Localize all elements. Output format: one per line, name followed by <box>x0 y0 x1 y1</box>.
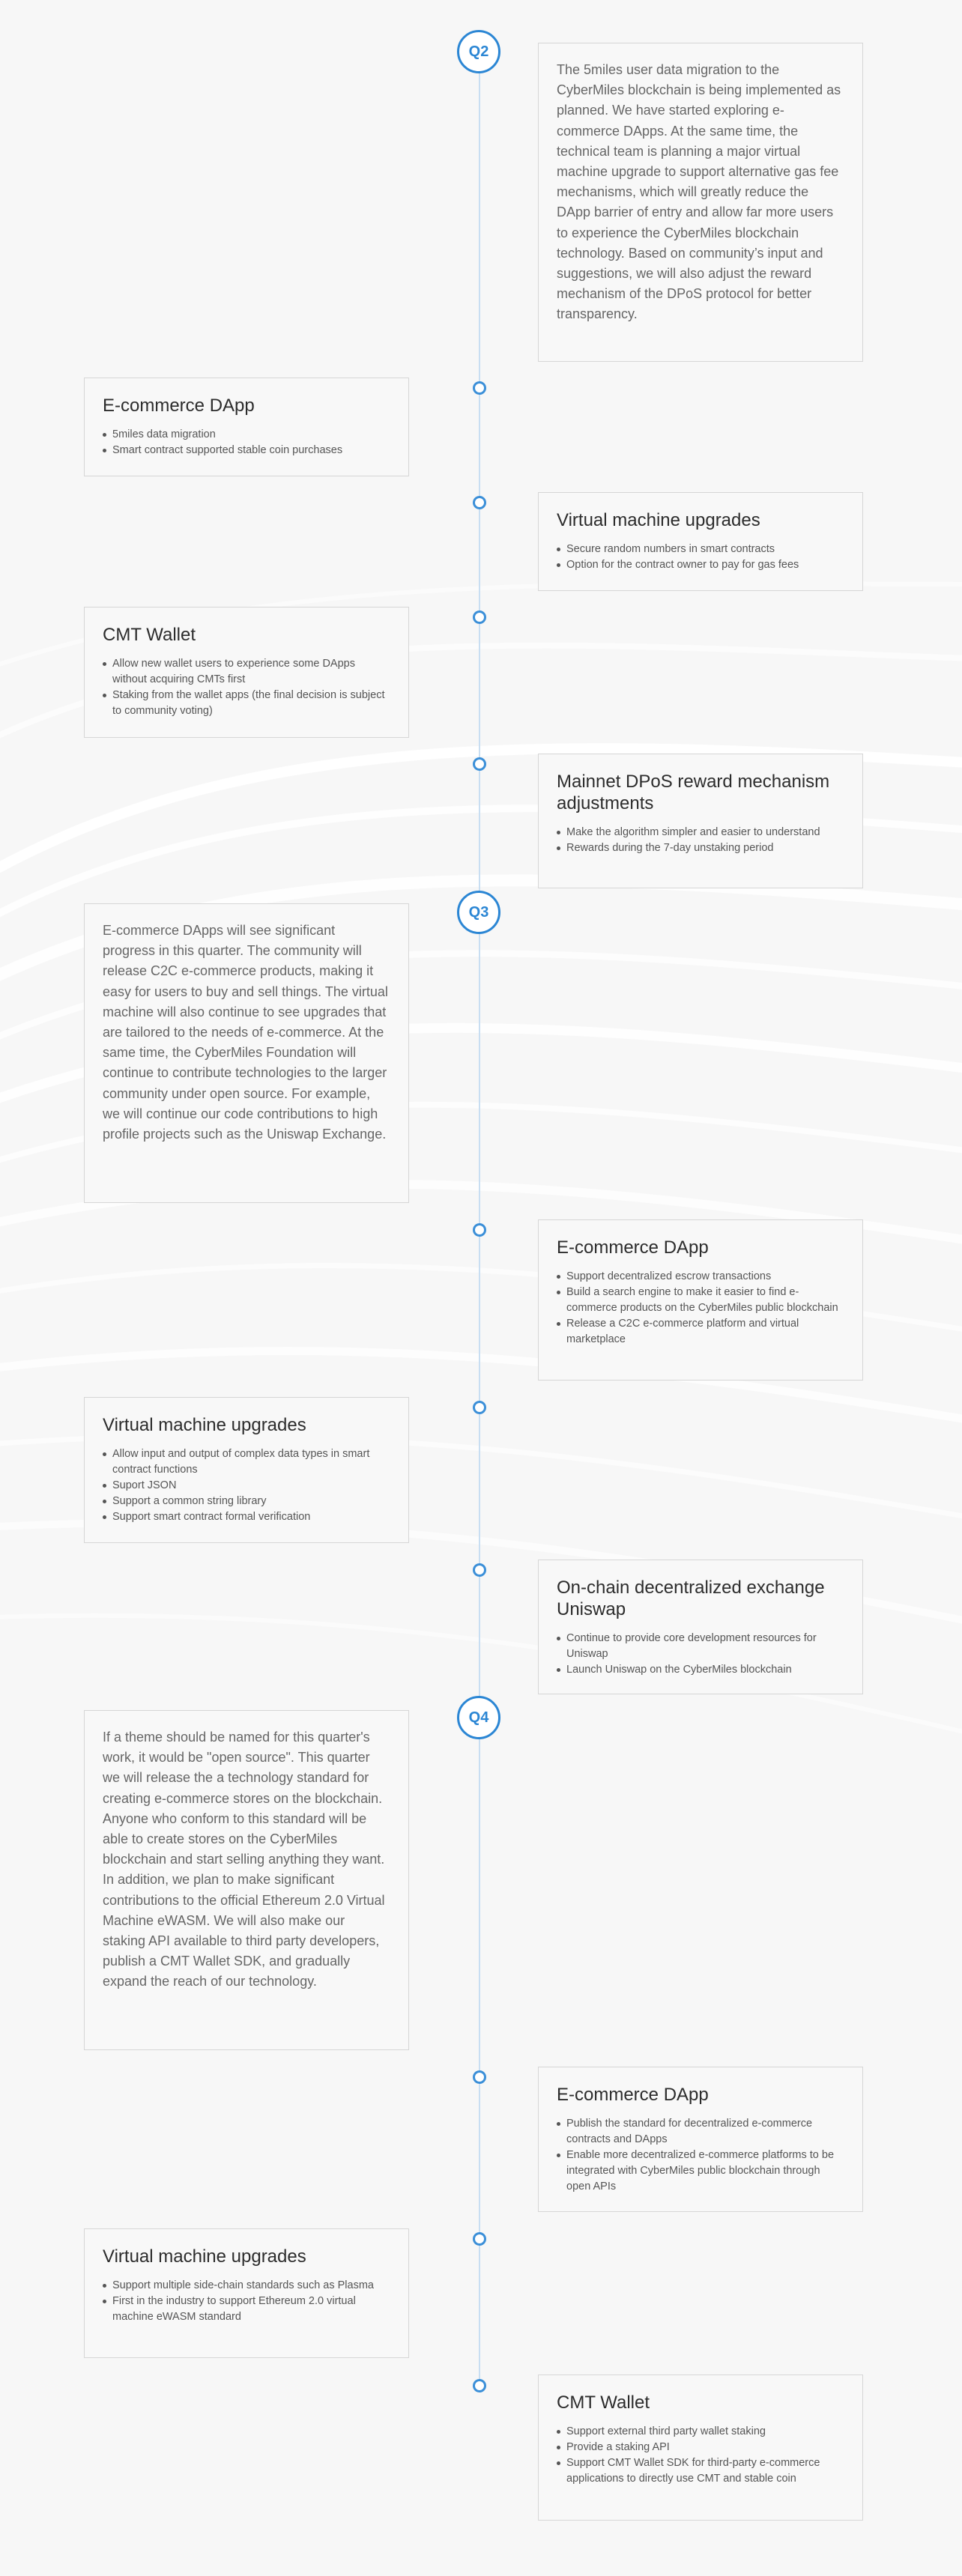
q3-vm-upgrades-card <box>84 1397 409 1543</box>
q4-intro-card <box>84 1710 409 2050</box>
list-item: Support external third party wallet staking <box>557 2424 844 2440</box>
quarter-badge-q3: Q3 <box>457 891 500 934</box>
list-item: Publish the standard for decentralized e-commerce contracts and DApps <box>557 2116 844 2148</box>
q3-ecommerce-dapp-card <box>538 1219 863 1381</box>
list-item: Support smart contract formal verification <box>103 1509 390 1525</box>
bullet-list <box>557 1269 844 1348</box>
q4-ecommerce-dapp-card <box>538 2067 863 2212</box>
list-item: Support a common string library <box>103 1494 390 1509</box>
timeline-dot <box>473 2232 486 2246</box>
q3-uniswap-card <box>538 1560 863 1694</box>
timeline-line <box>479 51 480 2382</box>
bullet-list <box>557 1631 844 1678</box>
list-item: Provide a staking API <box>557 2440 844 2455</box>
timeline-dot <box>473 496 486 509</box>
bullet-list <box>557 825 844 856</box>
timeline-dot <box>473 757 486 771</box>
card-title: E-commerce DApp <box>103 396 255 416</box>
timeline-dot <box>473 2070 486 2084</box>
q3-intro-text: E-commerce DApps will see significant progress in this quarter. The community will release C2C e-commerce products, making it easy for users to buy and sell things. The virtual machine will also continue to see upgrades that are tailored to the needs of e-commerce. At the same time, the CyberMiles Foundation will continue to contribute technologies to the larger community under open source. For example, we will continue our code contributions to high profile projects such as the Uniswap Exchange. <box>103 923 388 1142</box>
list-item: 5miles data migration <box>103 427 390 443</box>
q4-vm-upgrades-card <box>84 2228 409 2358</box>
list-item: Build a search engine to make it easier to find e-commerce products on the CyberMiles public blockchain <box>557 1285 844 1316</box>
q2-ecommerce-dapp-card <box>84 378 409 476</box>
bullet-list <box>103 656 390 719</box>
card-title: E-commerce DApp <box>557 2085 709 2105</box>
bullet-list <box>103 1446 390 1525</box>
bullet-list <box>103 2278 390 2325</box>
q2-cmt-wallet-card <box>84 607 409 738</box>
list-item: Continue to provide core development resources for Uniswap <box>557 1631 844 1662</box>
bullet-list <box>103 427 390 458</box>
q2-intro-text: The 5miles user data migration to the CyberMiles blockchain is being implemented as planned. We have started exploring e-commerce DApps. At the same time, the technical team is planning a major virtual machine upgrade to support alternative gas fee mechanisms, which will greatly reduce the DApp barrier of entry and allow far more users to experience the CyberMiles blockchain technology. Based on community’s input and suggestions, we will also adjust the reward mechanism of the DPoS protocol for better transparency. <box>557 62 841 322</box>
list-item: Staking from the wallet apps (the final decision is subject to community voting) <box>103 688 390 719</box>
list-item: Support CMT Wallet SDK for third-party e-commerce applications to directly use CMT and stable coin <box>557 2455 844 2487</box>
list-item: Rewards during the 7-day unstaking period <box>557 840 844 856</box>
list-item: Support multiple side-chain standards such as Plasma <box>103 2278 390 2294</box>
list-item: Secure random numbers in smart contracts <box>557 542 844 557</box>
list-item: Make the algorithm simpler and easier to understand <box>557 825 844 840</box>
card-title: Mainnet DPoS reward mechanism adjustments <box>557 772 830 813</box>
timeline-dot <box>473 1401 486 1414</box>
card-title: On-chain decentralized exchange Uniswap <box>557 1578 825 1619</box>
timeline-dot <box>473 1223 486 1237</box>
card-title: CMT Wallet <box>103 625 196 645</box>
list-item: Launch Uniswap on the CyberMiles blockchain <box>557 1662 844 1678</box>
list-item: Suport JSON <box>103 1478 390 1494</box>
list-item: First in the industry to support Ethereum 2.0 virtual machine eWASM standard <box>103 2294 390 2325</box>
bullet-list <box>557 542 844 573</box>
card-title: Virtual machine upgrades <box>103 2246 306 2267</box>
card-title: E-commerce DApp <box>557 1237 709 1258</box>
bullet-list <box>557 2424 844 2487</box>
card-title: Virtual machine upgrades <box>557 510 760 530</box>
list-item: Support decentralized escrow transactions <box>557 1269 844 1285</box>
bullet-list <box>557 2116 844 2195</box>
list-item: Enable more decentralized e-commerce platforms to be integrated with CyberMiles public blockchain through open APIs <box>557 2148 844 2195</box>
timeline-dot <box>473 2379 486 2392</box>
q4-cmt-wallet-card <box>538 2375 863 2521</box>
q2-vm-upgrades-card <box>538 492 863 591</box>
timeline-dot <box>473 610 486 624</box>
list-item: Option for the contract owner to pay for gas fees <box>557 557 844 573</box>
q4-intro-text: If a theme should be named for this quarter's work, it would be "open source". This quarter we will release the a technology standard for creating e-commerce stores on the blockchain. Anyone who conform to this standard will be able to create stores on the CyberMiles blockchain and start selling anything they want. In addition, we plan to make significant contributions to the official Ethereum 2.0 Virtual Machine eWASM. We will also make our staking API available to third party developers, publish a CMT Wallet SDK, and gradually expand the reach of our technology. <box>103 1730 385 1989</box>
card-title: CMT Wallet <box>557 2392 650 2413</box>
q2-intro-card <box>538 43 863 362</box>
list-item: Allow new wallet users to experience some DApps without acquiring CMTs first <box>103 656 390 688</box>
list-item: Smart contract supported stable coin purchases <box>103 443 390 458</box>
q2-dpos-reward-card <box>538 754 863 888</box>
timeline-dot <box>473 1563 486 1577</box>
list-item: Release a C2C e-commerce platform and virtual marketplace <box>557 1316 844 1348</box>
list-item: Allow input and output of complex data types in smart contract functions <box>103 1446 390 1478</box>
timeline-dot <box>473 381 486 395</box>
card-title: Virtual machine upgrades <box>103 1415 306 1435</box>
quarter-badge-q4: Q4 <box>457 1696 500 1739</box>
quarter-badge-q2: Q2 <box>457 30 500 73</box>
q3-intro-card <box>84 903 409 1203</box>
